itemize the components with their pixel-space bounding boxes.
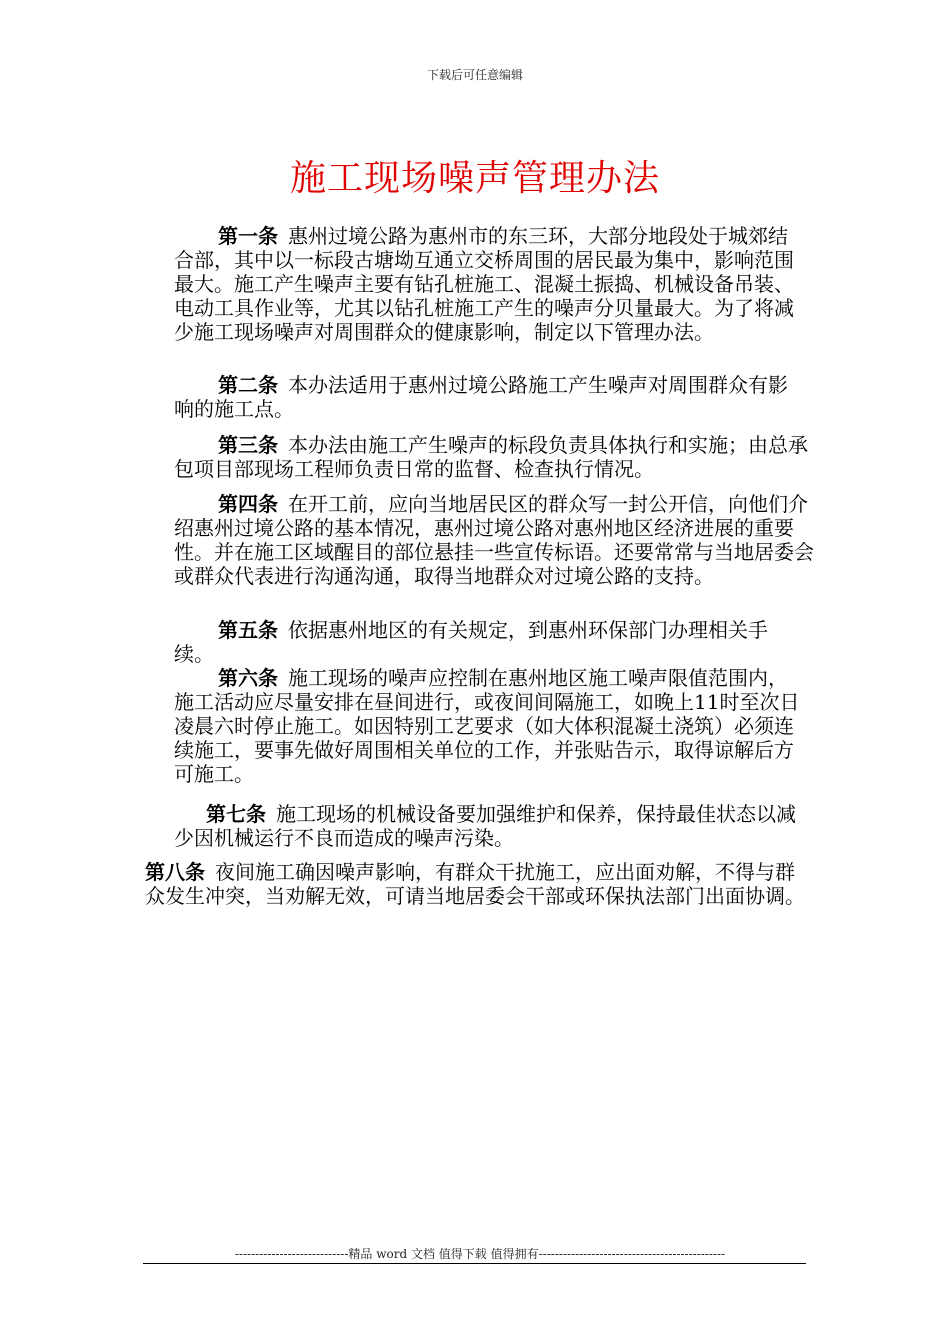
article-text: 施工现场的噪声应控制在惠州地区施工噪声限值范围内，施工活动应尽量安排在昼间进行，或夜间间隔施工，如晚上11时至次日凌晨六时停止施工。如因特别工艺要求（如大体积混凝土浇筑）必须连续施工，要事先做好周围相关单位的工作，并张贴告示，取得谅解后方可施工。 xyxy=(174,666,800,786)
article-8 xyxy=(145,860,807,908)
article-text: 惠州过境公路为惠州市的东三环，大部分地段处于城郊结合部，其中以一标段古塘坳互通立交桥周围的居民最为集中，影响范围最大。施工产生噪声主要有钻孔桩施工、混凝土振捣、机械设备吊装、电动工具作业等，尤其以钻孔桩施工产生的噪声分贝量最大。为了将减少施工现场噪声对周围群众的健康影响，制定以下管理办法。 xyxy=(174,224,794,344)
document-title: 施工现场噪声管理办法 xyxy=(289,158,660,199)
article-7 xyxy=(174,802,806,850)
article-5 xyxy=(174,618,806,666)
article-text: 夜间施工确因噪声影响，有群众干扰施工，应出面劝解，不得与群众发生冲突，当劝解无效，可请当地居委会干部或环保执法部门出面协调。 xyxy=(145,860,805,908)
article-3 xyxy=(174,433,814,481)
article-text: 依据惠州地区的有关规定，到惠州环保部门办理相关手续。 xyxy=(174,618,768,666)
footer-text: ----------------------------精品 word 文档 值得下载 值得拥有---------------------------------------------- xyxy=(234,1247,726,1261)
article-label: 第六条 xyxy=(218,666,278,690)
article-2 xyxy=(174,373,806,421)
header-note: 下载后可任意编辑 xyxy=(426,68,523,82)
article-4 xyxy=(174,492,822,588)
article-text: 本办法由施工产生噪声的标段负责具体执行和实施；由总承包项目部现场工程师负责日常的监督、检查执行情况。 xyxy=(174,433,808,481)
article-text: 在开工前，应向当地居民区的群众写一封公开信，向他们介绍惠州过境公路的基本情况，惠州过境公路对惠州地区经济进展的重要性。并在施工区域醒目的部位悬挂一些宣传标语。还要常常与当地居委会或群众代表进行沟通沟通，取得当地群众对过境公路的支持。 xyxy=(174,492,814,588)
article-label: 第五条 xyxy=(218,618,278,642)
article-text: 本办法适用于惠州过境公路施工产生噪声对周围群众有影响的施工点。 xyxy=(174,373,788,421)
article-1 xyxy=(174,224,806,344)
article-label: 第四条 xyxy=(218,492,278,516)
article-label: 第一条 xyxy=(218,224,278,248)
article-label: 第二条 xyxy=(218,373,278,397)
footer-divider xyxy=(143,1263,806,1264)
article-label: 第三条 xyxy=(218,433,278,457)
article-label: 第七条 xyxy=(206,802,266,826)
article-text: 施工现场的机械设备要加强维护和保养，保持最佳状态以减少因机械运行不良而造成的噪声污染。 xyxy=(174,802,796,850)
article-label: 第八条 xyxy=(145,860,205,884)
article-6 xyxy=(174,666,806,786)
